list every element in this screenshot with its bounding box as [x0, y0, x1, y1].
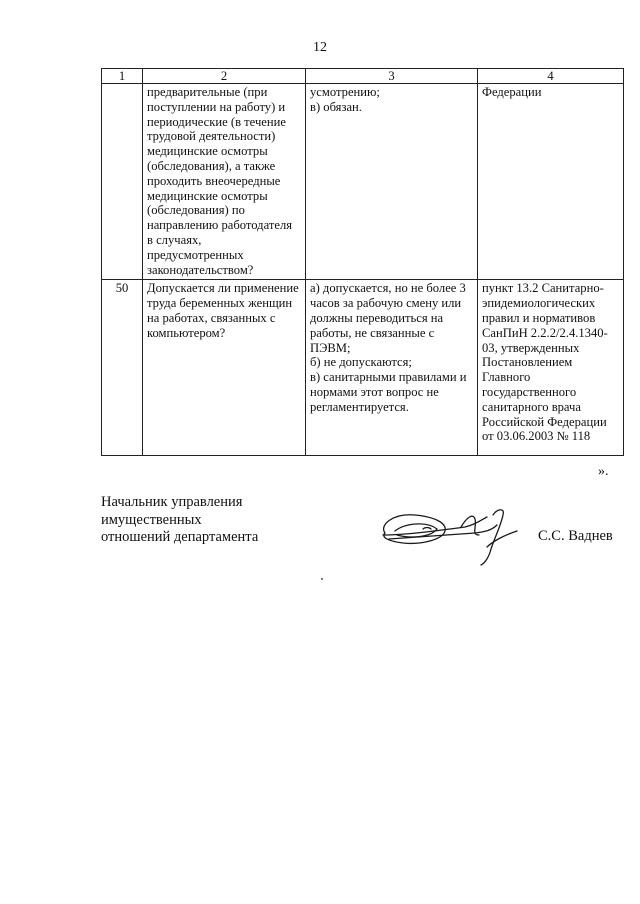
- signatory-title-line: Начальник управления: [101, 494, 243, 510]
- table-header-row: [102, 69, 624, 84]
- signatory-title: [101, 494, 258, 547]
- row-number: 50: [102, 280, 143, 456]
- header-col-2: 2: [143, 69, 306, 84]
- table-row: [102, 84, 624, 280]
- signatory-name: С.С. Ваднев: [538, 528, 613, 544]
- handwritten-signature: [375, 505, 525, 570]
- closing-quote: ».: [598, 464, 609, 479]
- question-cell: предварительные (при поступлении на работу) и периодические (в течение трудовой деятельности) медицинские осмотры (обследования), а также проходить внеочередные медицинские осмотры (обследования) по направлению работодателя в случаях, предусмотренных законодательством?: [143, 84, 306, 280]
- signatory-title-line: отношений департамента: [101, 529, 259, 545]
- source-cell: Федерации: [478, 84, 624, 280]
- signatory-title-line: имущественных: [101, 511, 202, 528]
- stray-mark: [321, 578, 323, 580]
- table-row: [102, 280, 624, 456]
- source-cell: пункт 13.2 Санитарно-эпидемиологических правил и нормативов СанПиН 2.2.2/2.4.1340-03, утвержденных Постановлением Главного государственного санитарного врача Российской Федерации от 03.06.2003 № 118: [478, 280, 624, 456]
- page-number: 12: [313, 40, 327, 55]
- answers-cell: усмотрению; в) обязан.: [306, 84, 478, 280]
- row-number: [102, 84, 143, 280]
- questions-table: [101, 68, 624, 456]
- answers-cell: а) допускается, но не более 3 часов за рабочую смену или должны переводиться на работы, не связанные с ПЭВМ; б) не допускаются; в) санитарными правилами и нормами этот вопрос не регламентируется.: [306, 280, 478, 456]
- header-col-3: 3: [306, 69, 478, 84]
- header-col-4: 4: [478, 69, 624, 84]
- header-col-1: 1: [102, 69, 143, 84]
- question-cell: Допускается ли применение труда беременных женщин на работах, связанных с компьютером?: [143, 280, 306, 456]
